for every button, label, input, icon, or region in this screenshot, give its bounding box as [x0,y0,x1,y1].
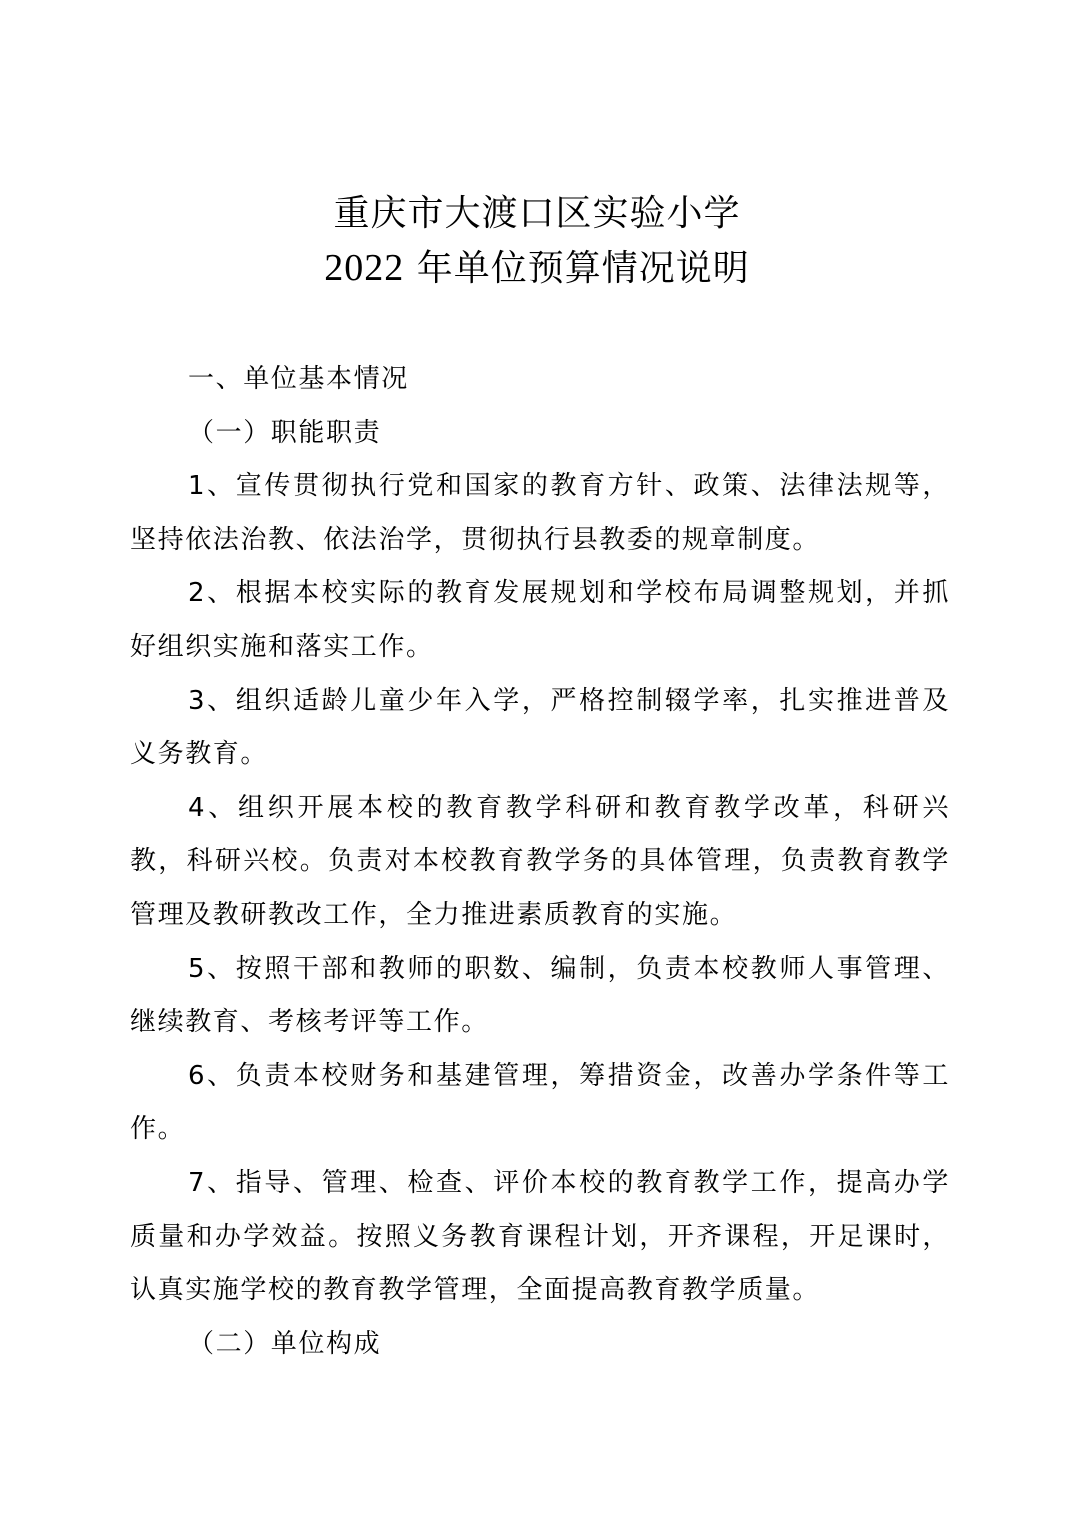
title-line-2-text: 年单位预算情况说明 [404,248,750,289]
subsection-heading: （二）单位构成 [188,1328,382,1359]
paragraph: 3、组织适龄儿童少年入学，严格控制辍学率，扎实推进普及义务教育。 [130,685,950,770]
document-body [130,353,950,1371]
section-heading: 一、单位基本情况 [188,364,409,394]
title-year: 2022 [324,247,405,289]
paragraph: 2、根据本校实际的教育发展规划和学校布局调整规划，并抓好组织实施和落实工作。 [130,578,950,662]
subsection-heading: （一）职能职责 [188,417,382,448]
paragraph: 7、指导、管理、检查、评价本校的教育教学工作，提高办学质量和办学效益。按照义务教育课程计划，开齐课程，开足课时，认真实施学校的教育教学管理，全面提高教育教学质量。 [130,1167,950,1306]
paragraph: 4、组织开展本校的教育教学科研和教育教学改革，科研兴教，科研兴校。负责对本校教育教学务的具体管理，负责教育教学管理及教研教改工作，全力推进素质教育的实施。 [130,792,950,930]
document-title-line-1: 重庆市大渡口区实验小学 [333,193,741,234]
paragraph: 1、宣传贯彻执行党和国家的教育方针、政策、法律法规等，坚持依法治教、依法治学，贯彻执行县教委的规章制度。 [130,471,950,555]
paragraph: 6、负责本校财务和基建管理，筹措资金，改善办学条件等工作。 [130,1060,950,1145]
document-title-line-2 [0,246,1074,291]
paragraph: 5、按照干部和教师的职数、编制，负责本校教师人事管理、继续教育、考核考评等工作。 [130,953,950,1038]
